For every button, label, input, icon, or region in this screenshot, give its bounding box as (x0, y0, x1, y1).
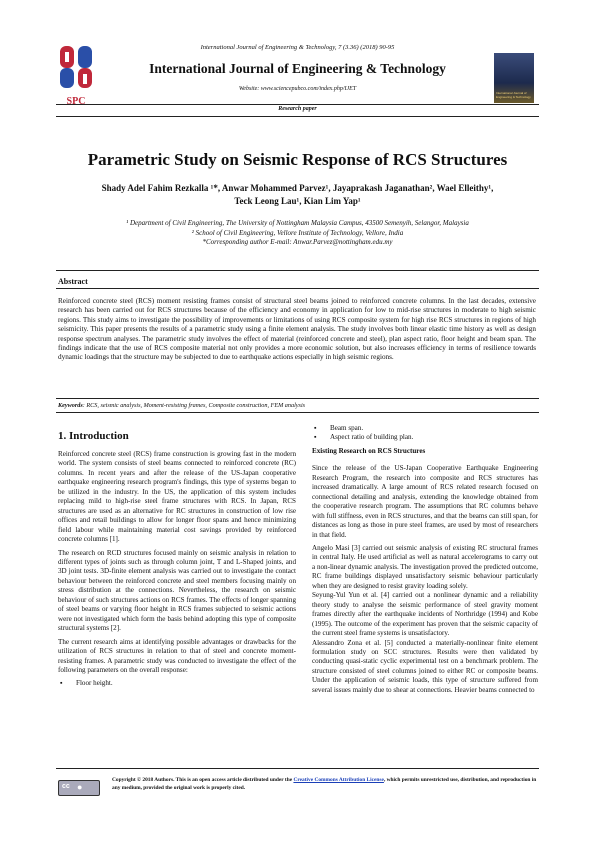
paper-title: Parametric Study on Seismic Response of RCS Structures (87, 150, 508, 169)
authors-line-1: Shady Adel Fahim Rezkalla ¹*, Anwar Mohammed Parvez¹, Jayaprakash Jaganathan², Wael Elleithy¹, (101, 183, 494, 193)
header-divider (56, 104, 539, 105)
cc-icon: cc (62, 783, 70, 790)
header-divider-bottom (56, 116, 539, 117)
affiliations (56, 219, 539, 248)
journal-title: International Journal of Engineering & Technology (149, 61, 446, 76)
abstract-heading-rule (56, 288, 539, 289)
abstract-heading: Abstract (58, 277, 88, 286)
right-paragraph-4: Alessandro Zona et al. [5] conducted a materially-nonlinear finite element formulation study on SCC structures. Results were then validated by conducting quasi-static cyclic experimental test on a benchmark problem. The structure consisted of steel columns joined to either RC or composite beams. Under the application of seismic loads, this type of structure suffered from several issues mainly due to shear at connections. Heavier beams connected to (312, 638, 538, 694)
corresponding-author: *Corresponding author E-mail: Anwar.Parvez@nottingham.edu.my (202, 238, 393, 247)
parameter-list-part-1 (58, 679, 296, 688)
paper-type: Research paper (278, 106, 317, 112)
list-item: ▪ Aspect ratio of building plan. (312, 433, 538, 442)
journal-website: Website: www.sciencepubco.com/index.php/IJET (238, 86, 357, 92)
keywords-label: Keywords (58, 402, 83, 409)
left-column (58, 450, 296, 693)
affiliation-1: ¹ Department of Civil Engineering, The University of Nottingham Malaysia Campus, 43500 Semenyih, Selangor, Malaysia (126, 219, 469, 227)
logo-text: SPC (66, 96, 86, 107)
affiliation-2: ² School of Civil Engineering, Vellore Institute of Technology, Vellore, India (191, 228, 404, 237)
parameter-list-part-2 (312, 424, 538, 443)
intro-paragraph-2: The research on RCD structures focused mainly on seismic analysis in relation to different types of joints such as through column joint, T and L-Shaped joints, and 3D joint tests. 3D-finite element analysis was carried out to investigate the contact behaviour between the reinforced concrete and steel members focusing mainly on stress distribution at the connections. Nevertheless, the research on seismic behaviour of such structures actions on RCS frames. The effects of longer spanning of steel beams or varying floor height in RCS frames subjected to seismic actions were not investigated which form the basis behind adopting this type of composite structural systems [2]. (58, 548, 296, 633)
right-column (312, 424, 538, 695)
list-item: ▪ Beam span. (312, 424, 538, 433)
keywords (58, 402, 536, 409)
journal-citation: International Journal of Engineering & Technology, 7 (3.36) (2018) 90-95 (200, 44, 395, 51)
authors-line-2: Teck Leong Lau¹, Kian Lim Yap¹ (234, 195, 361, 206)
journal-cover-image (494, 53, 534, 103)
keywords-top-rule (56, 398, 539, 399)
cc-license-link[interactable]: Creative Commons Attribution License (293, 777, 384, 783)
footer-rule (56, 768, 539, 769)
attribution-icon: ● (77, 782, 83, 792)
cc-license-badge[interactable] (58, 780, 100, 796)
subsection-heading: Existing Research on RCS Structures (312, 446, 426, 455)
spc-logo (56, 44, 98, 108)
cover-title: International Journal of Engineering & Technology (496, 91, 531, 99)
right-paragraph-3: Seyung-Yul Yun et al. [4] carried out a nonlinear dynamic and a reliability theory study to analyse the seismic performance of steel gravity moment frames directly after the earthquake incidents of Northridge (1994) and Kobe (1995). The outcome of the experiment has proven that the seismic capacity of the current steel frame systems is unsatisfactory. (312, 591, 538, 638)
right-paragraph-2: Angelo Masi [3] carried out seismic analysis of existing RC structural frames in central Italy. He used artificial as well as natural accelerograms to carry out a non-linear dynamic analysis. The investigation proved the predicted outcome, RC frame buildings displayed unsatisfactory seismic behaviour particularly when they are designed to resist gravity loading solely. (312, 543, 538, 590)
abstract-body: Reinforced concrete steel (RCS) moment resisting frames consist of structural steel beams joined to reinforced concrete columns. In the last decades, extensive research has been carried out for RCS structures because of the efficiency and economy in application for low to mid-rise structures in moderate to high seismic regions. This study aims to investigate the possibility of improvements or limitations of using RCS composite system for high rise RCS structures in regions of high seismicity. This paper presents the results of a parametric study using a finite element analysis. The study involves both linear elastic time history as well as design response spectrum analyses. The parametric study involves the effect of material (reinforced concrete and steel), plan aspect ratio, floor height and beam span. The findings indicate that the use of RCS composite material not only provides a more economic solution, but also increases efficiency in terms of resilience towards dynamic loadings that the structure may be subjected to due to earthquake actions especially in high seismic regions. (58, 297, 536, 362)
right-paragraph-1: Since the release of the US-Japan Cooperative Earthquake Engineering Research Program, the research into composite and RCS structures has increased dramatically. A large amount of RCS related research focused on connectional detailing and analysis, extending the knowledge obtained from the cooperative research program. The assumptions that RC columns behave with full stiffness, even in RCS structures, and that the beams can still span, for distances as long as those in pure steel frames, are used by most of researchers in that field. (312, 464, 538, 539)
author-list (90, 182, 505, 207)
copyright-notice (112, 776, 540, 792)
abstract-top-rule (56, 270, 539, 271)
intro-paragraph-3: The current research aims at identifying possible advantages or drawbacks for the utilization of RCS structures in relation to that of steel and concrete moment-resisting frames. A parametric study was conducted to investigate the effect of the following parameters on the overall response: (58, 637, 296, 674)
list-item: ▪ Floor height. (58, 679, 296, 688)
keywords-list: : RCS, seismic analysis, Moment-resisting frames, Composite construction, FEM analysis (82, 402, 306, 409)
copyright-text-end: , which permits unrestricted use, distribution, and reproduction in any medium, provided the original work is properly cited. (112, 777, 537, 791)
copyright-text: Copyright © 2018 Authors. This is an open access article distributed under the (112, 777, 294, 783)
intro-paragraph-1: Reinforced concrete steel (RCS) frame construction is growing fast in the modern world. The system consists of steel beams connected to reinforced concrete (RC) columns. In recent years and after the release of the US-Japan cooperative earthquake engineering research program's findings, this type of systems began to be utilized in the industry. In the US, the application of this system includes replacing mild to high-rise steel frame structures with RCS. In Japan, RCS structures are used as an alternative for RC structures in construction of low rise offices and retail buildings to allow for longer floor spans and hence minimizing field labour while maintaining material cost savings provided by reinforced concrete columns [1]. (58, 450, 296, 544)
keywords-bottom-rule (56, 412, 539, 413)
section-heading-introduction: 1. Introduction (58, 430, 129, 442)
